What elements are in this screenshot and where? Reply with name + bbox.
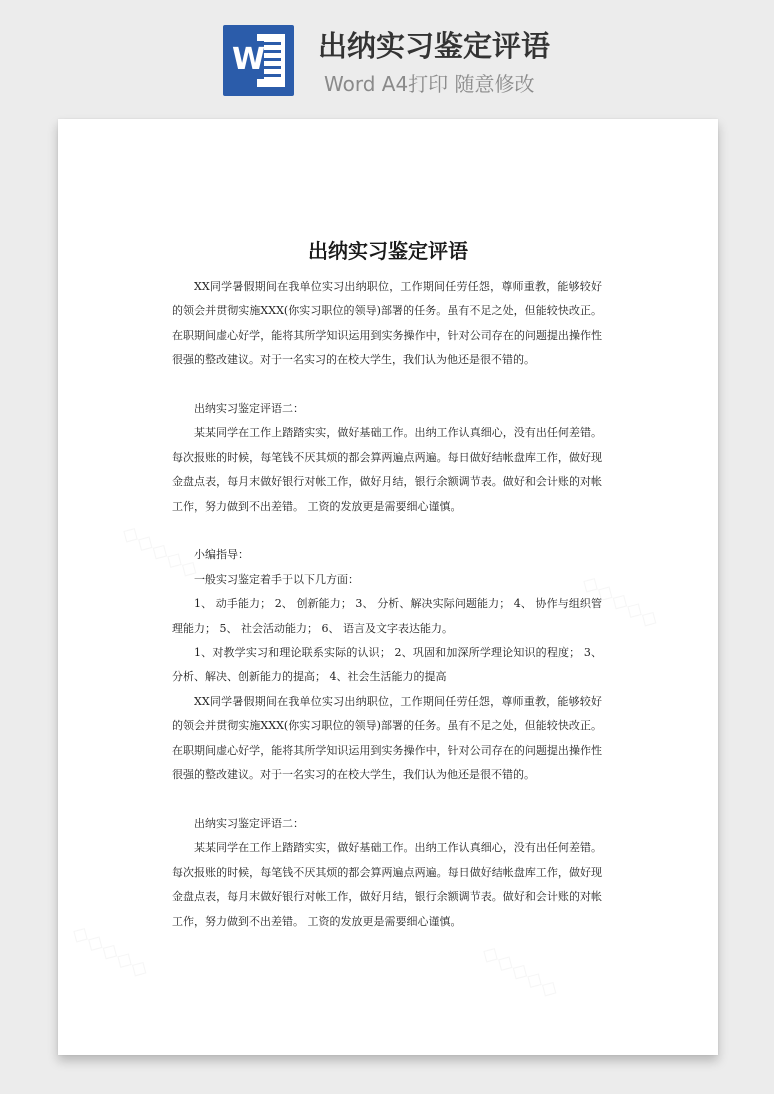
document-page	[58, 119, 718, 1055]
header-subtitle: Word A4打印 随意修改	[324, 72, 535, 96]
section-heading: 出纳实习鉴定评语二：	[194, 816, 304, 830]
document-body	[172, 275, 602, 934]
paragraph: 某某同学在工作上踏踏实实，做好基础工作。出纳工作认真细心，没有出任何差错。每次报账的时候，每笔钱不厌其烦的都会算两遍点两遍。每日做好结帐盘库工作，做好现金盘点表，每月末做好银行对帐工作，做好月结，银行余额调节表。做好和会计账的对帐工作，努力做到不出差错。 工资的发放更是需要细心谨慎。	[172, 426, 602, 513]
blank-line	[172, 373, 602, 397]
paragraph: 某某同学在工作上踏踏实实，做好基础工作。出纳工作认真细心，没有出任何差错。每次报账的时候，每笔钱不厌其烦的都会算两遍点两遍。每日做好结帐盘库工作，做好现金盘点表，每月末做好银行对帐工作，做好月结，银行余额调节表。做好和会计账的对帐工作，努力做到不出差错。 工资的发放更是需要细心谨慎。	[172, 841, 602, 928]
paragraph: 1、 动手能力； 2、 创新能力； 3、 分析、解决实际问题能力； 4、 协作与组织管理能力； 5、 社会活动能力； 6、 语言及文字表达能力。	[172, 597, 602, 635]
blank-line	[172, 519, 602, 543]
paragraph: XX同学暑假期间在我单位实习出纳职位，工作期间任劳任怨，尊师重教，能够较好的领会并贯彻实施XXX(你实习职位的领导)部署的任务。虽有不足之处，但能较快改正。在职期间虚心好学，能将其所学知识运用到实务操作中，针对公司存在的问题提出操作性很强的整改建议。对于一名实习的在校大学生，我们认为他还是很不错的。	[172, 280, 602, 367]
template-header	[0, 0, 774, 110]
section-heading: 小编指导：	[194, 548, 249, 562]
watermark	[477, 940, 563, 1004]
paragraph: XX同学暑假期间在我单位实习出纳职位，工作期间任劳任怨，尊师重教，能够较好的领会并贯彻实施XXX(你实习职位的领导)部署的任务。虽有不足之处，但能较快改正。在职期间虚心好学，能将其所学知识运用到实务操作中，针对公司存在的问题提出操作性很强的整改建议。对于一名实习的在校大学生，我们认为他还是很不错的。	[172, 694, 602, 782]
document-title: 出纳实习鉴定评语	[308, 239, 468, 263]
paragraph: 1、对教学实习和理论联系实际的认识； 2、巩固和加深所学理论知识的程度； 3、分析、解决、创新能力的提高； 4、社会生活能力的提高	[172, 646, 602, 684]
header-title: 出纳实习鉴定评语	[318, 29, 551, 63]
section-heading: 出纳实习鉴定评语二：	[194, 402, 304, 416]
paragraph: 一般实习鉴定着手于以下几方面：	[194, 572, 359, 586]
watermark	[67, 920, 153, 984]
word-document-icon	[223, 25, 294, 96]
blank-line	[172, 788, 602, 812]
word-icon-letter: W	[232, 42, 266, 77]
